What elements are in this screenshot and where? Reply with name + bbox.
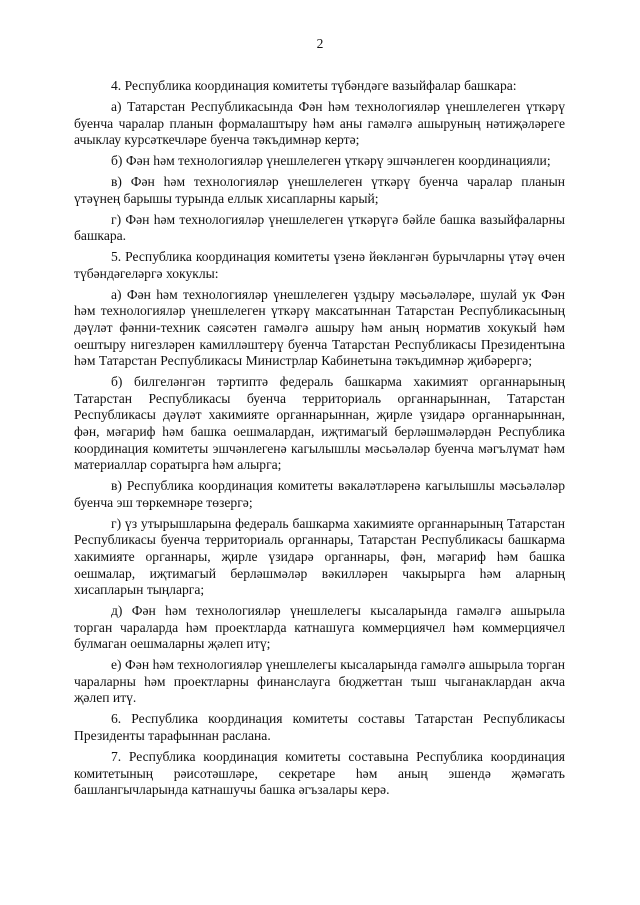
paragraph-6: 6. Республика координация комитеты составы Татарстан Республикасы Президенты тарафыннан раслана.	[74, 711, 565, 744]
paragraph-4g: г) Фән һәм технологияләр үнешлелеген үткәрүгә бәйле башка вазыйфаларны башкара.	[74, 211, 565, 244]
paragraph-5a: а) Фән һәм технологияләр үнешлелеген үздыру мәсьәләләре, шулай ук Фән һәм технологияләр үнешлелеген үткәрү максатыннан Татарстан Республикасының дәүләт фәнни-техник сәясәтен гамәлгә ашыру һәм аның норматив хокукый һәм оештыру нигезләрен камилләштерү буенча Татарстан Республикасы Президентына һәм Татарстан Республикасы Министрлар Кабинетына тәкъдимнәр җибәрергә;	[74, 286, 565, 369]
paragraph-5v: в) Республика координация комитеты вәкаләтләренә кагылышлы мәсьәләләр буенча эш төркемнәре төзергә;	[74, 478, 565, 510]
paragraph-4v: в) Фән һәм технологияләр үнешлелеген үткәрү буенча чаралар планын үтәүнең барышы турында еллык хисапларны карый;	[74, 174, 565, 206]
paragraph-5-heading: 5. Республика координация комитеты үзенә йөкләнгән бурычларны үтәү өчен түбәндәгеләргә хокуклы:	[74, 249, 565, 281]
paragraph-5e: е) Фән һәм технологияләр үнешлелегы кысаларында гамәлгә ашырыла торган чараларны һәм проектларны финанслауга бюджеттан тыш чыганаклардан акча җәлеп итү.	[74, 657, 565, 706]
document-body	[74, 78, 565, 803]
paragraph-5b: б) билгеләнгән тәртиптә федераль башкарма хакимият органнарының Татарстан Республикасы буенча территориаль органнарыннан, Татарстан Республикасы дәүләт хакимияте органнарыннан, җирле үзидарә органнарыннан, фән, мәгариф һәм башка оешмалардан, иҗтимагый берләшмәләрдән Республика координация комитеты эшчәнлегенә кагылышлы мәсьәләләр буенча мәгълүмат һәм материаллар соратырга һәм алырга;	[74, 374, 565, 473]
page-number: 2	[316, 36, 324, 51]
paragraph-4a: а) Татарстан Республикасында Фән һәм технологияләр үнешлелеген үткәрү буенча чаралар планын формалаштыру һәм аны гамәлгә ашыруның нәтиҗәләреге ачыклау курсәткечләре буенча тәкъдимнәр кертә;	[74, 98, 565, 148]
paragraph-5g: г) үз утырышларына федераль башкарма хакимияте органнарының Татарстан Республикасы буенча территориаль органнары, Татарстан Республикасы башкарма хакимияте органнары, җирле үзидарә органнары, фән, мәгариф һәм башка оешмалар, иҗтимагый берләшмәләр вәкилләрен чакырырга һәм аларның хисапларын тыңларга;	[74, 515, 565, 598]
paragraph-4-heading: 4. Республика координация комитеты түбәндәге вазыйфалар башкара:	[111, 78, 517, 93]
paragraph-4b: б) Фән һәм технологияләр үнешлелеген үткәрү эшчәнлеген координацияли;	[111, 153, 551, 169]
paragraph-7: 7. Республика координация комитеты составына Республика координация комитетының рәисотәшләре, секретаре һәм аның эшендә җәмәгать башлангычларында катнашучы башка әгъзалары керә.	[74, 749, 565, 798]
paragraph-5d: д) Фән һәм технологияләр үнешлелегы кысаларында гамәлгә ашырыла торган чараларда һәм проектларда катнашуга коммерциячел һәм коммерциячел булмаган оешмаларны җәлеп итү;	[74, 603, 565, 652]
